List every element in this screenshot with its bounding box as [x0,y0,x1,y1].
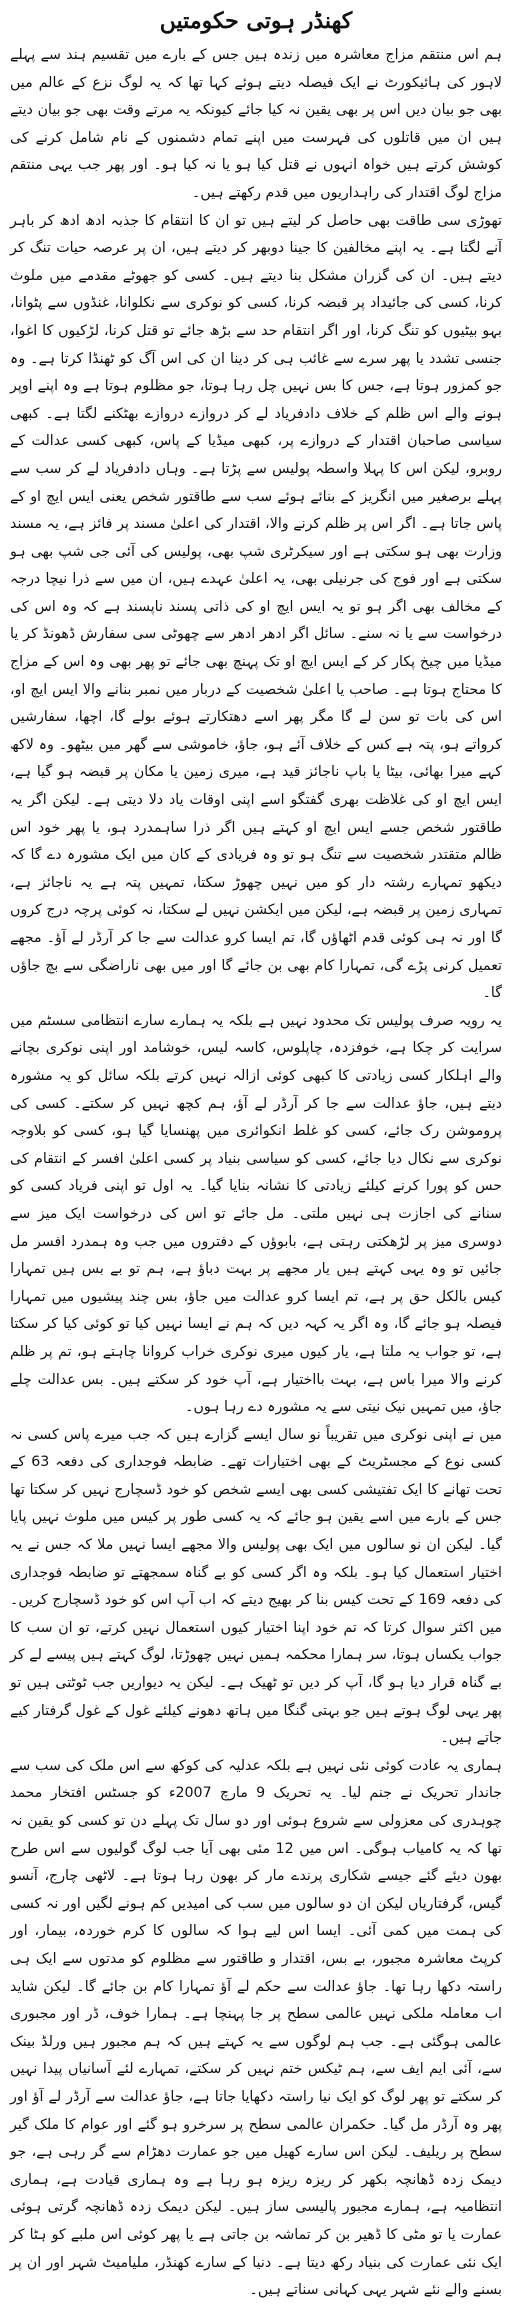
article-paragraph-3: یہ رویہ صرف پولیس تک محدود نہیں ہے بلکہ یہ ہمارے سارے انتظامی سسٹم میں سرایت کر چکا ہے، خوفزدہ، چاپلوس، کاسہ لیس، خوشامد اور اپنی نوکری بچانے والے اہلکار کسی زیادتی کا کبھی کوئی ازالہ نہیں کرتے بلکہ سائل کو یہ مشورہ دیتے ہیں، جاؤ عدالت سے جا کر آرڈر لے آؤ، ہم کچھ نہیں کر سکتے۔ کسی کی پروموشن رک جائے، کسی کو غلط انکوائری میں پھنسایا گیا ہو، کسی کو بلاوجہ نوکری سے نکال دیا جائے، کسی کو سیاسی بنیاد پر کسی اعلیٰ افسر کے انتقام کی حس کو پورا کرنے کیلئے زیادتی کا نشانہ بنایا گیا۔ یہ اول تو اپنی فریاد کسی کو سنانے کی اجازت ہی نہیں ملتی۔ مل جائے تو اس کی درخواست ایک میز سے دوسری میز پر لڑھکتی رہتی ہے، بابوؤں کے دفتروں میں جب وہ ہمدرد افسر مل جائیں تو وہ یہی کہتے ہیں یار مجھے پر بہت دباؤ ہے، ہم تو بے بس ہیں تمہارا کیس بالکل حق پر ہے، تم ایسا کرو عدالت میں جاؤ، بس چند پیشیوں میں تمہارا فیصلہ ہو جائے گا، وہ اگر یہ کہہ دیں کہ ہم نے ایسا نہیں کیا تو کوئی کیا کر سکتا ہے، تو جواب یہ ملتا ہے، یار کیوں میری نوکری خراب کروانا چاہتے ہو، تم پر ظلم کرنے والا میرا باس ہے، بہت بااختیار ہے، آپ خود کر سکتے ہیں۔ بس عدالت چلے جاؤ، میں تمہیں نیک نیتی سے یہ مشورہ دے رہا ہوں۔ [10,1012,502,1416]
article-title: کھنڈر ہوتی حکومتیں [159,8,353,34]
article-paragraph-5: ہماری یہ عادت کوئی نئی نہیں ہے بلکہ عدلیہ کی کوکھ سے اس ملک کی سب سے جاندار تحریک نے جنم لیا۔ یہ تحریک 9 مارچ 2007ء کو جسٹس افتخار محمد چوہدری کی معزولی سے شروع ہوئی اور دو سال تک پہلے دن تو کسی کو یقین نہ تھا کہ یہ کامیاب ہوگی۔ اس میں 12 مئی بھی آیا جب لوگ گولیوں سے اس طرح بھون دیئے گئے جیسے شکاری پرندے مار کر بھون رہا ہوتا ہے۔ لاٹھی چارج، آنسو گیس، گرفتاریاں لیکن ان دو سالوں میں سب کی امیدیں کم ہونے لگیں اور نہ کسی کی ہمت میں کمی آئی۔ ایسا اس لیے ہوا کہ سالوں کا کرم خوردہ، بیمار، اور کرپٹ معاشرہ مجبور، بے بس، اقتدار و طاقتور سے مظلوم کو مدتوں سے ایک ہی راستہ دکھا رہا تھا۔ جاؤ عدالت سے حکم لے آؤ تمہارا کام بن جائے گا۔ لیکن شاید اب معاملہ ملکی نہیں عالمی سطح پر جا پہنچا ہے۔ ہمارا خوف، ڈر اور مجبوری عالمی ہوگئی ہے۔ جب ہم لوگوں سے یہ کہتے ہیں کہ ہم مجبور ہیں ورلڈ بینک سے، آئی ایم ایف سے، ہم ٹیکس ختم نہیں کر سکتے، تمہارے لئے آسانیاں پیدا نہیں کر سکتے تو پھر لوگ کو ایک نیا راستہ دکھایا جاتا ہے، جاؤ عدالت سے آرڈر لے آؤ اور پھر وہ آرڈر مل گیا۔ حکمران عالمی سطح پر سرخرو ہو گئے اور عوام کا ملک گیر سطح پر ریلیف۔ لیکن اس سارے کھیل میں جو عمارت دھڑام سے گر رہی ہے، جو دیمک زدہ ڈھانچہ بکھر کر ریزہ ریزہ ہو رہا ہے وہ ہماری قیادت ہے، ہماری انتظامیہ ہے، ہمارے مجبور پالیسی ساز ہیں۔ لیکن دیمک زدہ ڈھانچہ گرتی ہوئی عمارت یا تو مٹی کا ڈھیر بن کر تماشہ بن جاتی ہے یا پھر کوئی اس ملبے کو ہٹا کر ایک نئی عمارت کی بنیاد رکھ دیتا ہے۔ دنیا کے سارے کھنڈر، ملیامیٹ شہر اور ان پر بسنے والے نئے شہر یہی کہانی سناتے ہیں۔ [10,1757,502,2299]
article-paragraph-1: ہم اس منتقم مزاج معاشرہ میں زندہ ہیں جس کے بارے میں تقسیم ہند سے پہلے لاہور کی ہائیکورٹ نے ایک فیصلہ دیتے ہوئے کہا تھا کہ یہ لوگ نزع کے عالم میں بھی جو بیان دیں اس پر بھی یقین نہ کیا جائے کیونکہ یہ مرتے وقت بھی جو بیان دیتے ہیں ان میں قاتلوں کی فہرست میں اپنے تمام دشمنوں کے نام شامل کرنے کی کوشش کرتے ہیں خواہ انہوں نے قتل کیا ہو یا نہ کیا ہو۔ اور پھر جب یہی منتقم مزاج لوگ اقتدار کی راہداریوں میں قدم رکھتے ہیں۔ [10,47,502,201]
article-paragraph-4: میں نے اپنی نوکری میں تقریباً نو سال ایسے گزارے ہیں کہ جب میرے پاس کسی نہ کسی نوع کے مجسٹریٹ کے بھی اختیارات تھے۔ ضابطہ فوجداری کی دفعہ 63 کے تحت تھانے کا ایک تفتیشی کسی بھی ایسے شخص کو خود ڈسچارج نہیں کر سکتا تھا جس کے بارے میں اسے یقین ہو جائے کہ یہ کسی طور پر کیس میں ملوث نہیں پایا گیا۔ لیکن ان نو سالوں میں ایک بھی پولیس والا مجھے ایسا نہیں ملا کہ جس نے یہ اختیار استعمال کیا ہو۔ بلکہ وہ اگر کسی کو بے گناہ سمجھتے تو ضابطہ فوجداری کی دفعہ 169 کے تحت کیس بنا کر بھیج دیتے کہ اب آپ اس کو خود ڈسچارج کریں۔ میں اکثر سوال کرتا کہ تم خود اپنا اختیار کیوں استعمال نہیں کرتے، تو ان سب کا جواب یکساں ہوتا، سر ہمارا محکمہ ہمیں نہیں چھوڑتا، لوگ کہتے ہیں پیسے لے کر بے گناہ قرار دیا ہو گا، آپ کر دیں تو ٹھیک ہے۔ لیکن یہ دیواریں جب ٹوٹتی ہیں تو پھر یہی لوگ ہوتے ہیں جو بہتی گنگا میں ہاتھ دھونے کیلئے غول کے غول گرفتار کیے جاتے ہیں۔ [10,1426,502,1747]
article-paragraph-2: تھوڑی سی طاقت بھی حاصل کر لیتے ہیں تو ان کا انتقام کا جذبہ ادھ ادھ کر باہر آنے لگتا ہے۔ یہ اپنے مخالفین کا جینا دوبھر کر دیتے ہیں، ان پر عرصہ حیات تنگ کر دیتے ہیں۔ ان کی گزران مشکل بنا دیتے ہیں۔ کسی کو جھوٹے مقدمے میں ملوث کرنا، کسی کی جائیداد پر قبضہ کرنا، کسی کو نوکری سے نکلوانا، غنڈوں سے پٹوانا، بہو بیٹیوں کو تنگ کرنا، اور اگر انتقام حد سے بڑھ جائے تو قتل کرنا، لڑکیوں کا اغوا، جنسی تشدد یا پھر سرے سے غائب ہی کر دینا ان کی اس آگ کو ٹھنڈا کرتا ہے۔ وہ جو کمزور ہوتا ہے، جس کا بس نہیں چل رہا ہوتا، جو مظلوم ہوتا ہے وہ اپنے اوپر ہونے والے اس ظلم کے خلاف دادفریاد لے کر دروازے دروازے بھٹکنے لگتا ہے۔ کبھی سیاسی صاحبان اقتدار کے دروازے پر، کبھی میڈیا کے پاس، کبھی کسی عدالت کے روبرو، لیکن اس کا پہلا واسطہ پولیس سے پڑتا ہے۔ وہاں دادفریاد لے کر سب سے پہلے برصغیر میں انگریز کے بنائے ہوئے سب سے طاقتور شخص یعنی ایس ایچ او کے پاس جاتا ہے۔ اگر اس پر ظلم کرنے والا، اقتدار کی اعلیٰ مسند پر فائز ہے، یہ مسند وزارت بھی ہو سکتی ہے اور سیکرٹری شپ بھی، پولیس کی آئی جی شپ بھی ہو سکتی ہے اور فوج کی جرنیلی بھی، یہ اعلیٰ عہدے ہیں، ان میں سے ذرا نیچا درجہ کے مخالف بھی اگر ہو تو یہ ایس ایچ او کی ذاتی پسند ناپسند ہے کہ وہ اس کی درخواست سے یا نہ سنے۔ سائل اگر ادھر ادھر سے چھوٹی سی سفارش ڈھونڈ کر یا میڈیا میں چیخ پکار کر کے ایس ایچ او تک پہنچ بھی جائے تو پھر بھی وہ اس کے مزاج کا محتاج ہوتا ہے۔ صاحب یا اعلیٰ شخصیت کے دربار میں نمبر بنانے والا ایس ایچ او، اس کی بات تو سن لے گا مگر پھر اسے دھتکارتے ہوئے بولے گا، اچھا، سفارشیں کرواتے ہو، پتہ ہے کس کے خلاف آئے ہو، جاؤ، خاموشی سے گھر میں بیٹھو۔ وہ لاکھ کہے میرا بھائی، بیٹا یا باپ ناجائز قید ہے، میری زمین یا مکان پر قبضہ ہو گیا ہے، ایس ایچ او کی غلاظت بھری گفتگو اسے اپنی اوقات یاد دلا دیتی ہے۔ لیکن اگر یہ طاقتور شخص جسے ایس ایچ او کہتے ہیں اگر ذرا ساہمدرد ہو، یا پھر خود اس ظالم متقتدر شخصیت سے تنگ ہو تو وہ فریادی کے کان میں ایک مشورہ دے گا کہ دیکھو تمہارے رشتہ دار کو میں نہیں چھوڑ سکتا، تمہیں پتہ ہے یہ ناجائز ہے، تمہاری زمین پر قبضہ ہے، لیکن میں ایکشن نہیں لے سکتا، نہ کوئی پرچہ درج کروں گا اور نہ ہی کوئی قدم اٹھاؤں گا، تم ایسا کرو عدالت سے جا کر آرڈر لے آؤ۔ مجھے تعمیل کرنی پڑے گی، تمہارا کام بھی بن جائے گا اور میں بھی ناراضگی سے بچ جاؤں گا۔ [10,212,502,1002]
